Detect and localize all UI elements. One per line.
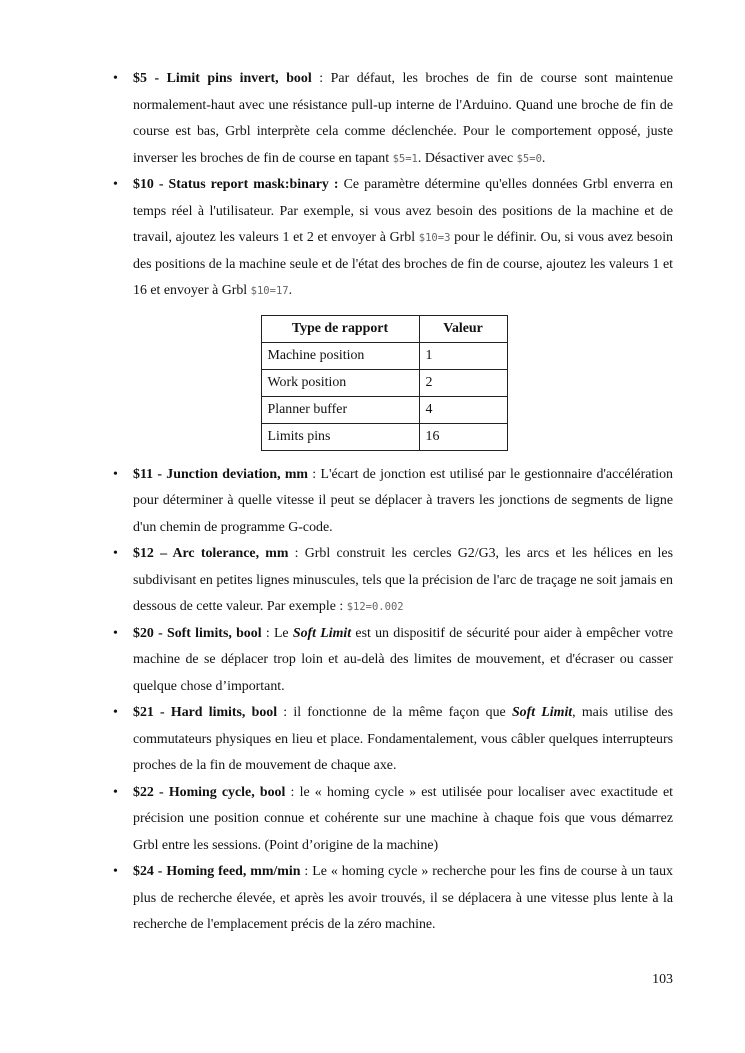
bullet-icon: • (113, 705, 118, 720)
item-text: . (288, 283, 293, 298)
code-snippet: $5=1 (392, 152, 418, 165)
item-text: . (541, 150, 546, 166)
bullet-icon: • (113, 546, 118, 561)
list-item (113, 621, 673, 701)
table-cell: Planner buffer (261, 396, 419, 423)
bullet-icon: • (113, 864, 118, 879)
table-header-row (261, 315, 507, 342)
item-text: : il fonctionne de la même façon que (277, 705, 512, 720)
column-header: Type de rapport (261, 315, 419, 342)
list-item (113, 462, 673, 542)
bullet-icon: • (113, 466, 118, 482)
page-number: 103 (652, 972, 673, 987)
emphasis-term: Soft Limit (511, 705, 573, 720)
item-text: : L'écart de jonction est utilisé par le gestionnaire d'accélération pour déterminer à quelle vitesse il peut se déplacer à travers les jonctions de segments de ligne d'un chemin de programme G-code. (133, 466, 673, 535)
list-item (113, 700, 673, 780)
item-heading: $21 - Hard limits, bool (133, 705, 278, 720)
item-heading: $22 - Homing cycle, bool (133, 784, 286, 800)
emphasis-term: Soft Limit (292, 625, 352, 641)
item-text: : le « homing cycle » est utilisée pour localiser avec exactitude et précision une position connue et cohérente sur une machine à chaque fois que vous démarrez Grbl entre les sessions. (Point d’origine de la machine) (133, 784, 673, 853)
table-row (261, 396, 507, 423)
bullet-icon: • (113, 177, 118, 192)
item-text: , mais utilise des commutateurs physiques en lieu et place. Fondamentalement, vous câbler quelques interrupteurs proches de la fin de mouvement de chaque axe. (133, 705, 673, 773)
bullet-icon: • (113, 71, 118, 86)
table-row (261, 423, 507, 450)
item-text: pour le définir. Ou, si vous avez besoin des positions de la machine seule et de l'état des broches de fin de course, ajoutez les valeurs 1 et 16 et envoyer à Grbl (133, 230, 673, 298)
table-cell: 1 (419, 342, 507, 369)
table-cell: 16 (419, 423, 507, 450)
table-cell: Machine position (261, 342, 419, 369)
item-text: Ce paramètre détermine qu'elles données Grbl enverra en temps réel à l'utilisateur. Par exemple, si vous avez besoin des positions de la machine et de travail, ajoutez les valeurs 1 et 2 et envoyer à Grbl (133, 177, 673, 245)
status-report-table (261, 315, 508, 451)
table-row (261, 342, 507, 369)
bullet-icon: • (113, 784, 118, 800)
item-text: : Le « homing cycle » recherche pour les fins de course à un taux plus de recherche élevée, et après les avoir trouvés, il se déplacera à une vitesse plus lente à la recherche de l'emplacement précis de la zéro machine. (133, 864, 673, 932)
column-header: Valeur (419, 315, 507, 342)
table-cell: 4 (419, 396, 507, 423)
table-cell: Work position (261, 369, 419, 396)
item-text: est un dispositif de sécurité pour aider à empêcher votre machine de se déplacer trop loin et au-delà des limites de mouvement, et d'écraser ou casser quelque chose d’important. (133, 625, 673, 694)
item-text: . Désactiver avec (417, 150, 517, 166)
list-item (113, 66, 674, 172)
list-item (113, 780, 673, 860)
table-cell: 2 (419, 369, 507, 396)
table-wrapper (133, 315, 673, 451)
item-heading: $11 - Junction deviation, mm (133, 466, 309, 482)
code-snippet: $10=17 (250, 285, 289, 297)
bullet-icon: • (113, 625, 118, 641)
item-heading: $10 - Status report mask:binary : (133, 177, 339, 192)
code-snippet: $5=0 (516, 152, 542, 165)
table-row (261, 369, 507, 396)
list-item (113, 859, 673, 939)
item-heading: $12 – Arc tolerance, mm (133, 546, 289, 561)
item-heading: $24 - Homing feed, mm/min (133, 864, 301, 879)
table-cell: Limits pins (261, 423, 419, 450)
item-heading: $5 - Limit pins invert, bool (133, 71, 312, 86)
item-text: : Par défaut, les broches de fin de course sont maintenue normalement-haut avec une résistance pull-up interne de l'Arduino. Quand une broche de fin de course est bas, Grbl interprète cela comme déclenchée. Pour le comportement opposé, juste inverser les broches de fin de course en tapant (133, 71, 674, 166)
list-item (113, 541, 673, 621)
code-snippet: $12=0.002 (346, 601, 404, 613)
item-heading: $20 - Soft limits, bool (133, 625, 262, 641)
item-text: : Le (261, 625, 293, 641)
list-item (113, 172, 673, 451)
code-snippet: $10=3 (418, 232, 451, 244)
parameter-list (113, 66, 674, 939)
item-text: : Grbl construit les cercles G2/G3, les arcs et les hélices en les subdivisant en petites lignes minuscules, tels que la précision de l'arc de traçage ne soit jamais en dessous de cette valeur. Par exemple : (133, 546, 673, 614)
